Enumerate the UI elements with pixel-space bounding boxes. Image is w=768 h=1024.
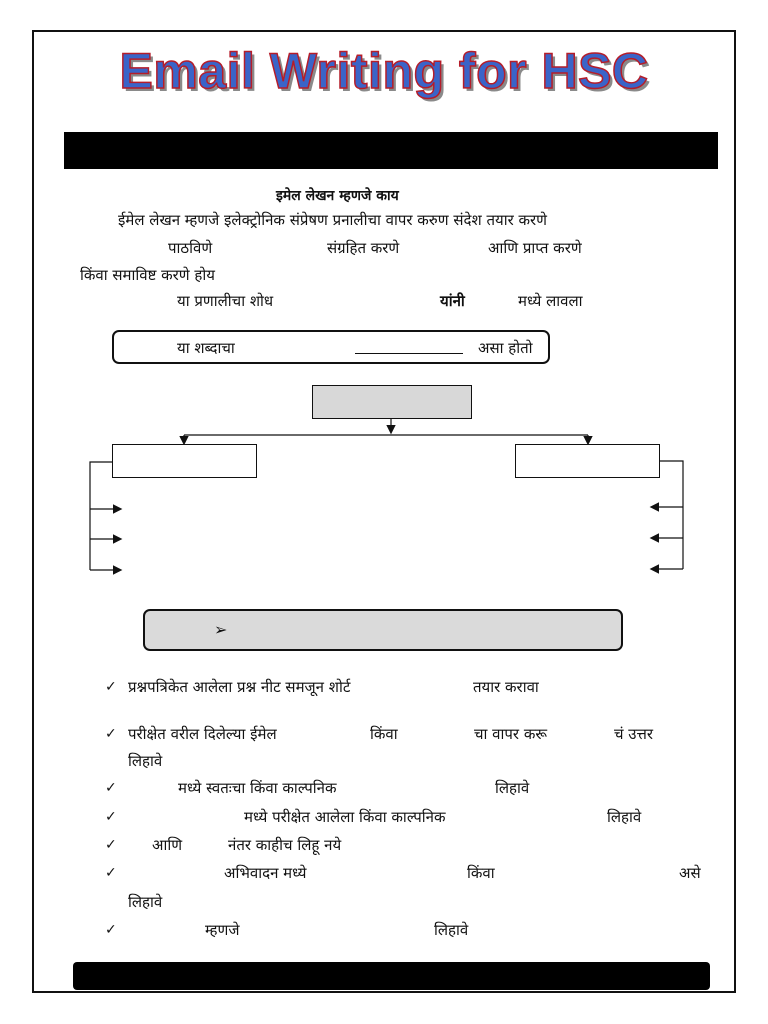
- tip-6-text-a: अभिवादन मध्ये: [224, 864, 307, 882]
- tip-4-text-a: मध्ये परीक्षेत आलेला किंवा काल्पनिक: [244, 808, 446, 826]
- check-icon: ✓: [105, 780, 117, 796]
- intro-line-1: ईमेल लेखन म्हणजे इलेक्ट्रोनिक संप्रेषण प्रनालीचा वापर करुण संदेश तयार करणे: [118, 211, 547, 229]
- check-icon: ✓: [105, 837, 117, 853]
- tip-3-text-b: लिहावे: [495, 779, 530, 797]
- tip-6-text-d: लिहावे: [128, 893, 163, 911]
- intro-line-4b: यांनी: [440, 292, 465, 310]
- intro-line-4c: मध्ये लावला: [518, 292, 583, 310]
- check-icon: ✓: [105, 865, 117, 881]
- tree-right-box: [515, 444, 660, 478]
- word-box-label-b: असा होतो: [478, 339, 533, 357]
- tip-5-text-a: आणि: [152, 836, 183, 854]
- intro-line-2c: आणि प्राप्त करणे: [488, 239, 582, 257]
- tip-7-text-b: लिहावे: [434, 921, 469, 939]
- tree-root-box: [312, 385, 472, 419]
- tip-7-text-a: म्हणजे: [205, 921, 240, 939]
- tip-3-text-a: मध्ये स्वतःचा किंवा काल्पनिक: [178, 779, 337, 797]
- check-icon: ✓: [105, 679, 117, 695]
- check-icon: ✓: [105, 922, 117, 938]
- tip-5-text-b: नंतर काहीच लिहू नये: [228, 836, 342, 854]
- tree-left-box: [112, 444, 257, 478]
- check-icon: ✓: [105, 809, 117, 825]
- tip-6-text-c: असे: [679, 864, 701, 882]
- tip-1-text-a: प्रश्नपत्रिकेत आलेला प्रश्न नीट समजून शोर्ट: [128, 678, 351, 696]
- tip-2-text-d: चं उत्तर: [614, 725, 654, 743]
- check-icon: ✓: [105, 726, 117, 742]
- intro-line-4a: या प्रणालीचा शोध: [177, 292, 274, 310]
- tip-2-text-b: किंवा: [370, 725, 398, 743]
- word-box-label-a: या शब्दाचा: [177, 339, 235, 357]
- footer-black-bar: [73, 962, 710, 990]
- tip-6-text-b: किंवा: [467, 864, 495, 882]
- intro-line-2a: पाठविणे: [168, 239, 213, 257]
- arrow-bullet-icon: ➢: [214, 620, 228, 639]
- intro-line-2b: संग्रहित करणे: [327, 239, 400, 257]
- tip-2-text-e: लिहावे: [128, 752, 163, 770]
- intro-heading: इमेल लेखन म्हणजे काय: [276, 188, 399, 204]
- tip-2-text-a: परीक्षेत वरील दिलेल्या ईमेल: [128, 725, 277, 743]
- intro-line-3: किंवा समाविष्ट करणे होय: [80, 266, 215, 284]
- tip-1-text-b: तयार करावा: [473, 678, 539, 696]
- tip-2-text-c: चा वापर करू: [474, 725, 548, 743]
- tip-4-text-b: लिहावे: [607, 808, 642, 826]
- page-title: Email Writing for HSC: [119, 43, 649, 99]
